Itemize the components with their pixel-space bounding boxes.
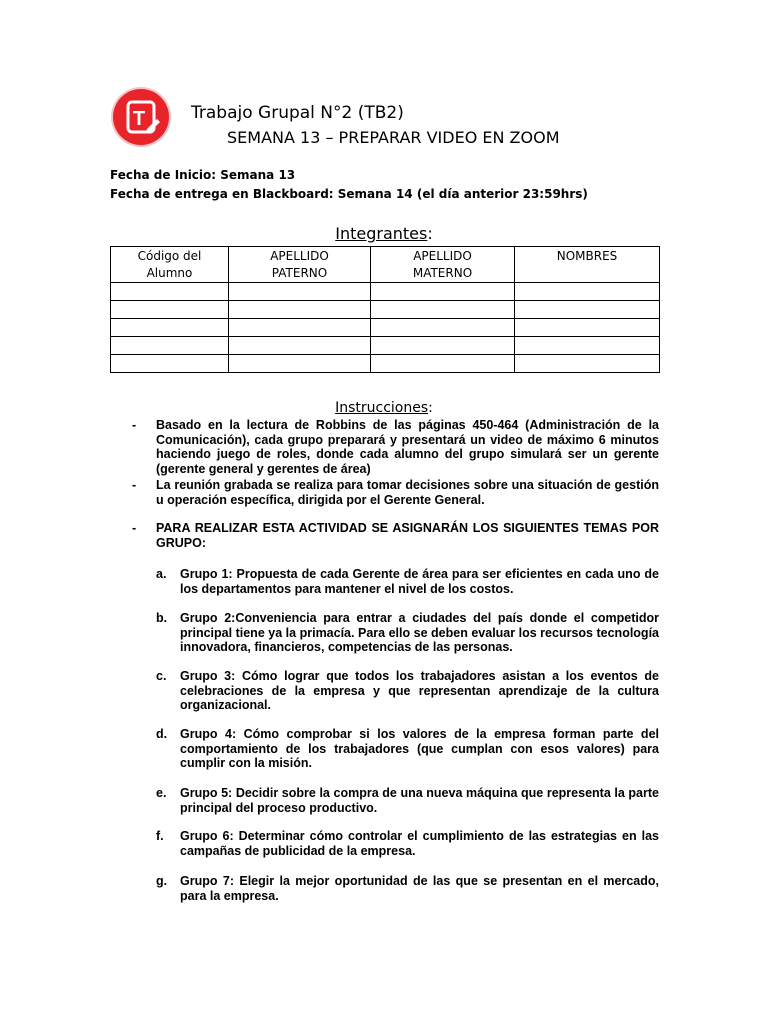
group-item: Grupo 4: Cómo comprobar si los valores de la empresa forman parte del comportamiento de los trabajadores (que cumplan con esos valores) para cumplir con la misión.	[180, 727, 659, 770]
page-subtitle: SEMANA 13 – PREPARAR VIDEO EN ZOOM	[227, 128, 560, 147]
table-cell	[229, 337, 371, 355]
table-cell	[515, 337, 660, 355]
table-cell	[111, 355, 229, 373]
column-header-paternal	[229, 247, 371, 283]
delivery-date: Fecha de entrega en Blackboard: Semana 14 (el día anterior 23:59hrs)	[110, 187, 588, 201]
table-cell	[515, 355, 660, 373]
table-cell	[371, 355, 515, 373]
table-row	[111, 319, 660, 337]
column-header-code-line1: Código del	[137, 249, 202, 263]
bullet-marker: -	[132, 521, 137, 535]
group-item: Grupo 1: Propuesta de cada Gerente de área para ser eficientes en cada uno de los departamentos para mantener el nivel de los costos.	[180, 567, 659, 596]
instructions-heading	[0, 400, 768, 416]
group-item: Grupo 7: Elegir la mejor oportunidad de las que se presentan en el mercado, para la empresa.	[180, 874, 659, 903]
table-cell	[371, 301, 515, 319]
column-header-maternal-line2: MATERNO	[412, 266, 473, 280]
table-row	[111, 337, 660, 355]
table-cell	[515, 319, 660, 337]
start-date: Fecha de Inicio: Semana 13	[110, 168, 296, 182]
table-cell	[111, 319, 229, 337]
group-marker: c.	[156, 669, 167, 683]
column-header-names-line1: NOMBRES	[556, 249, 618, 263]
table-cell	[229, 319, 371, 337]
group-item: Grupo 2:Conveniencia para entrar a ciudades del país donde el competidor principal tiene ya la primacía. Para ello se deben evaluar los recursos tecnología innovadora, financieros, competencias de las personas.	[180, 611, 659, 654]
bullet-marker: -	[132, 418, 137, 432]
group-item: Grupo 3: Cómo lograr que todos los trabajadores asistan a los eventos de celebraciones de la empresa y que representan aprendizaje de la cultura organizacional.	[180, 669, 659, 712]
bullet-marker: -	[132, 478, 137, 492]
instruction-item: La reunión grabada se realiza para tomar decisiones sobre una situación de gestión u operación específica, dirigida por el Gerente General.	[156, 478, 659, 507]
table-cell	[229, 283, 371, 301]
instructions-heading-colon: :	[428, 400, 433, 416]
table-cell	[229, 301, 371, 319]
table-header-row	[111, 247, 660, 283]
column-header-code	[111, 247, 229, 283]
column-header-maternal	[371, 247, 515, 283]
column-header-names	[515, 247, 660, 283]
table-cell	[111, 301, 229, 319]
group-item: Grupo 6: Determinar cómo controlar el cumplimiento de las estrategias en las campañas de publicidad de la empresa.	[180, 829, 659, 858]
column-header-code-line2: Alumno	[146, 266, 193, 280]
table-cell	[515, 301, 660, 319]
table-row	[111, 283, 660, 301]
table-cell	[229, 355, 371, 373]
table-cell	[111, 283, 229, 301]
members-heading	[0, 224, 768, 243]
instructions-heading-text: Instrucciones	[335, 400, 429, 416]
table-cell	[111, 337, 229, 355]
group-marker: g.	[156, 874, 168, 888]
page-title: Trabajo Grupal N°2 (TB2)	[191, 103, 404, 123]
instruction-item: Basado en la lectura de Robbins de las páginas 450-464 (Administración de la Comunicación), cada grupo preparará y presentará un video de máximo 6 minutos haciendo juego de roles, donde cada alumno del grupo simulará ser un gerente (gerente general y gerentes de área)	[156, 418, 659, 476]
members-heading-text: Integrantes	[335, 224, 428, 243]
logo	[113, 89, 169, 145]
edit-document-icon	[113, 89, 169, 145]
table-cell	[371, 283, 515, 301]
group-marker: e.	[156, 786, 167, 800]
table-cell	[371, 319, 515, 337]
group-marker: d.	[156, 727, 168, 741]
group-marker: a.	[156, 567, 167, 581]
table-cell	[515, 283, 660, 301]
table-cell	[371, 337, 515, 355]
group-item: Grupo 5: Decidir sobre la compra de una nueva máquina que representa la parte principal del proceso productivo.	[180, 786, 659, 815]
group-marker: f.	[156, 829, 164, 843]
logo-letter: T	[132, 108, 146, 130]
instruction-item: PARA REALIZAR ESTA ACTIVIDAD SE ASIGNARÁN LOS SIGUIENTES TEMAS POR GRUPO:	[156, 521, 659, 550]
column-header-maternal-line1: APELLIDO	[413, 249, 472, 263]
column-header-paternal-line2: PATERNO	[271, 266, 328, 280]
members-heading-colon: :	[427, 224, 433, 243]
column-header-paternal-line1: APELLIDO	[270, 249, 329, 263]
members-table	[110, 246, 660, 373]
group-marker: b.	[156, 611, 168, 625]
table-row	[111, 301, 660, 319]
member-rows	[111, 283, 660, 373]
table-row	[111, 355, 660, 373]
